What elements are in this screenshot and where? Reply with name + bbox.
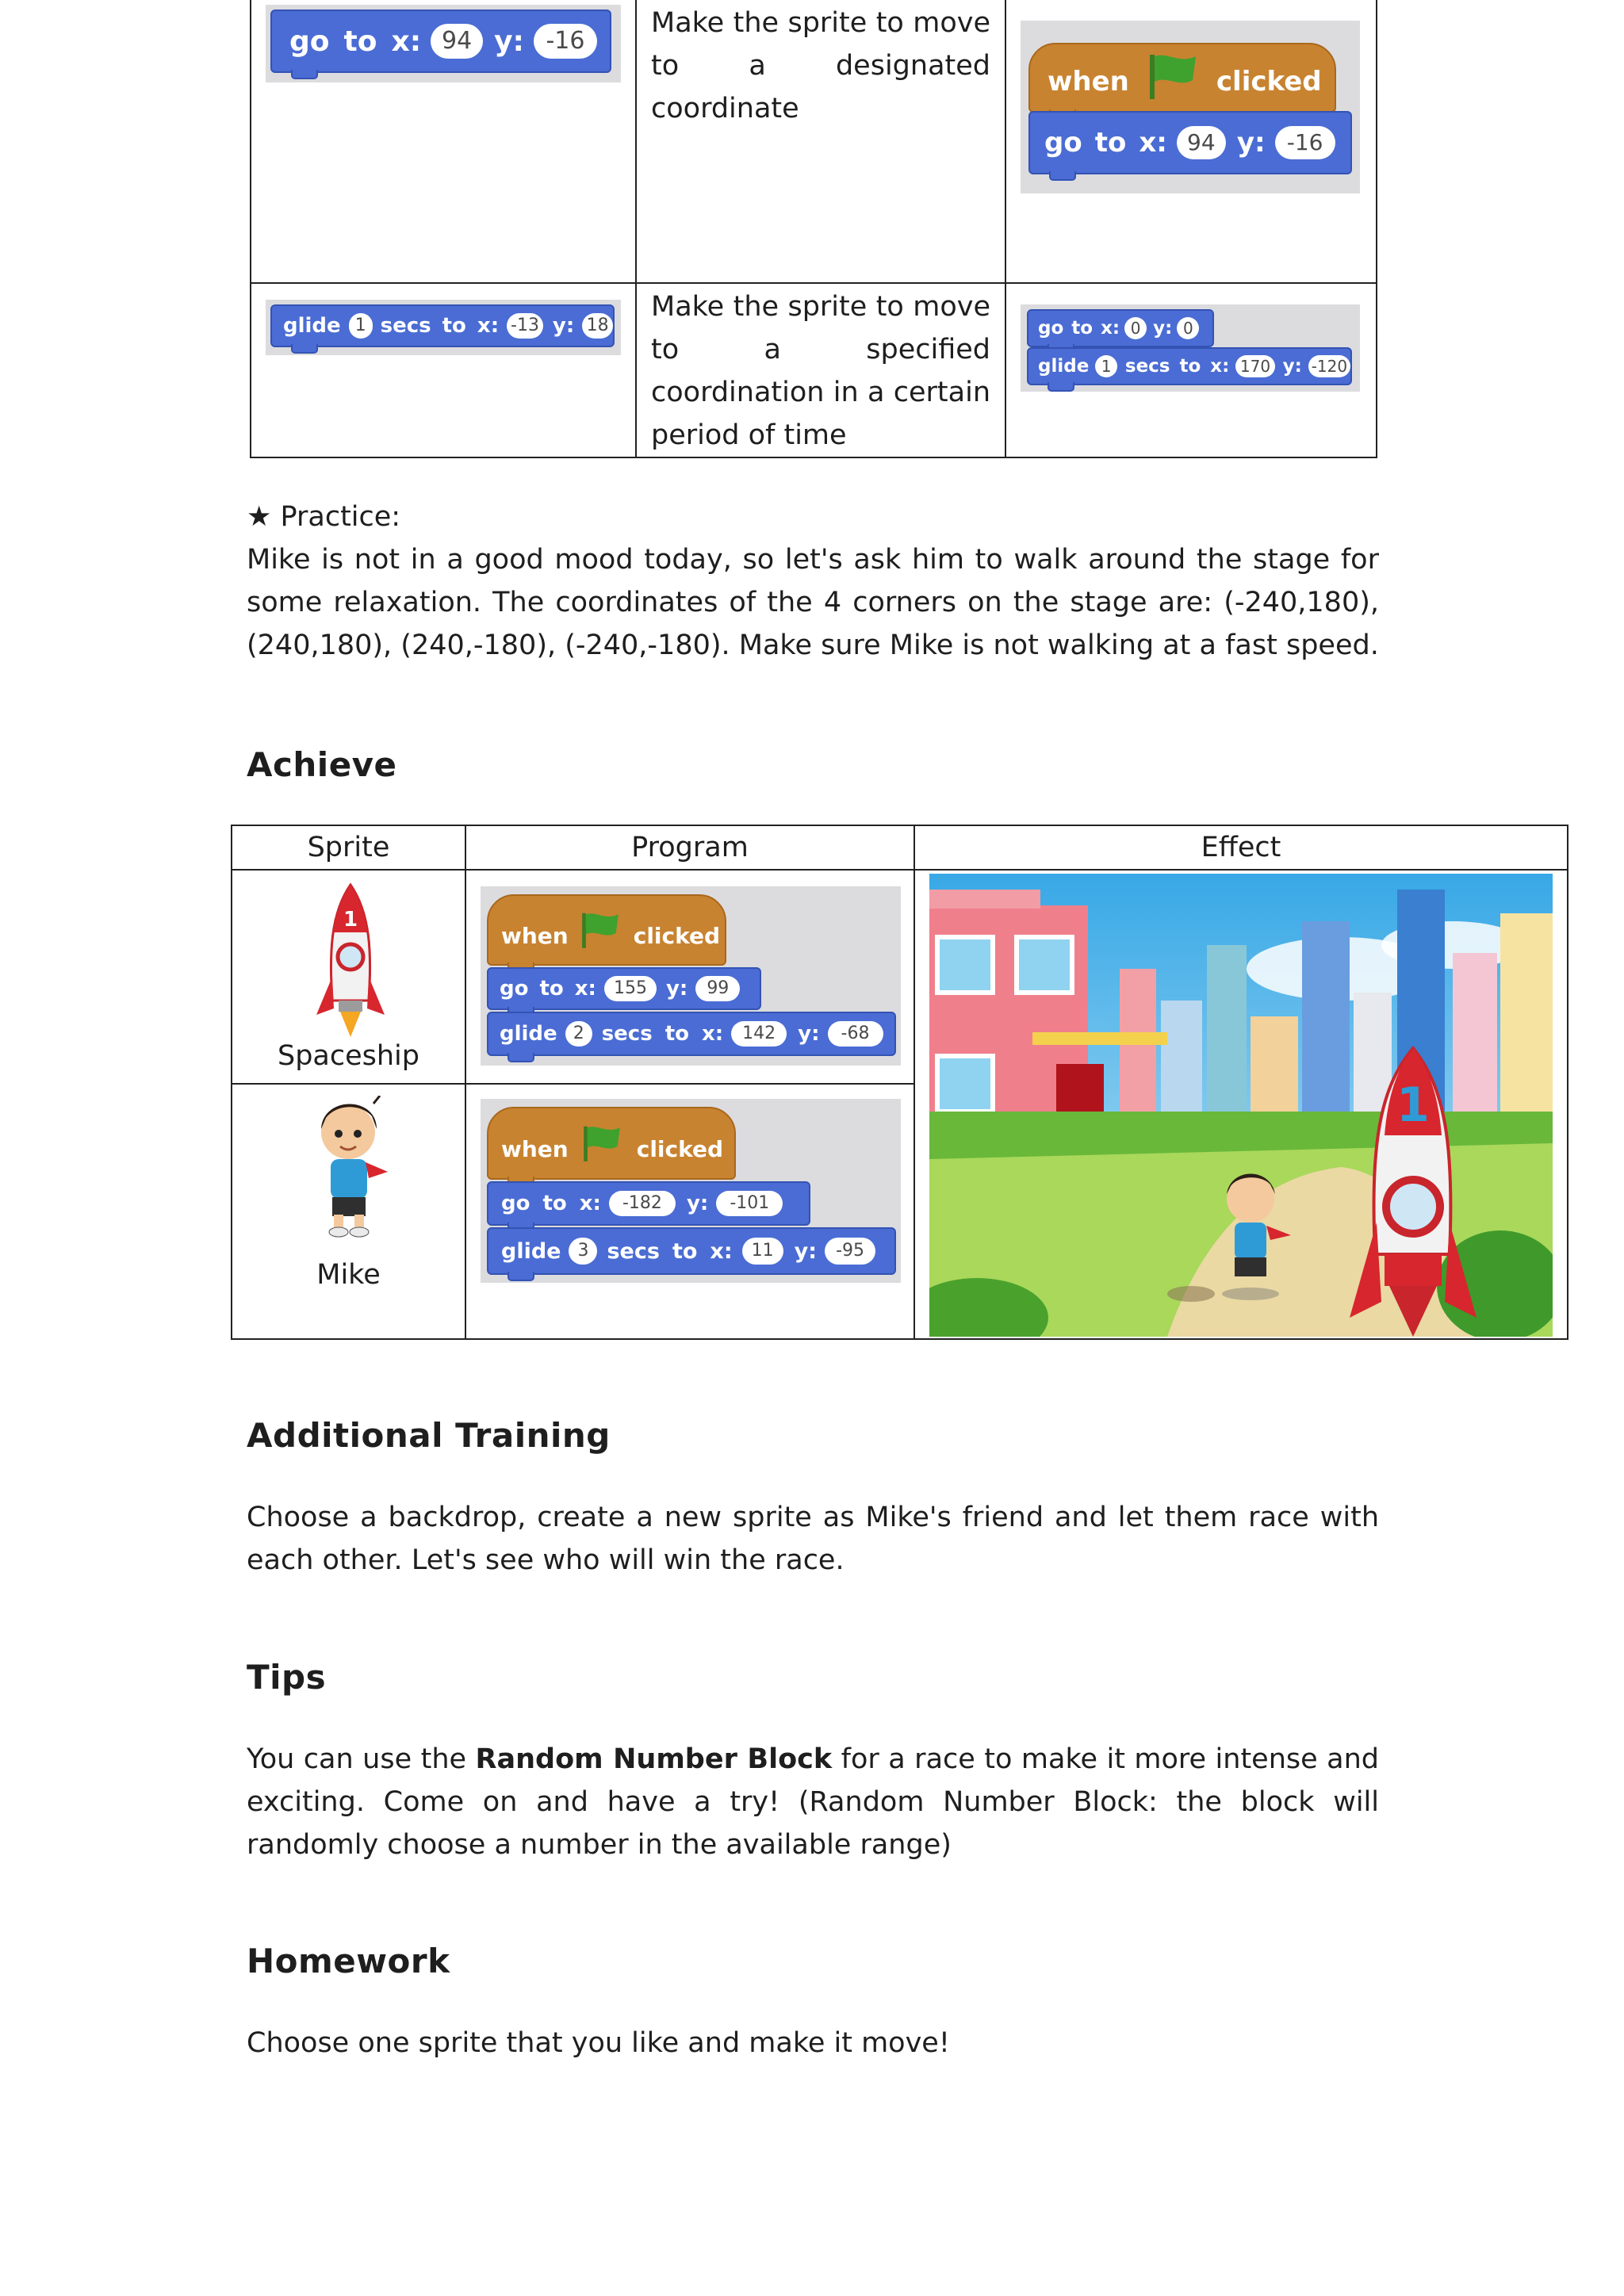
x-value-input: 155 <box>604 976 657 1001</box>
goto-block <box>487 1181 810 1226</box>
y-value-input: 99 <box>695 976 740 1001</box>
secs-value-input: 3 <box>569 1238 597 1265</box>
block-word: clicked <box>633 922 721 949</box>
y-value-input: -95 <box>825 1238 875 1265</box>
x-value-input: 94 <box>431 24 483 59</box>
table-row <box>232 870 1568 1084</box>
y-value-input: -16 <box>1275 126 1335 159</box>
block-word: to <box>1179 356 1201 377</box>
block-word: y: <box>686 1192 709 1215</box>
block-word: glide <box>500 1022 557 1046</box>
additional-training-text: Choose a backdrop, create a new sprite as Mike's friend and let them race with each other. Let's see who will win the race. <box>247 1502 1379 1576</box>
block-word: x: <box>574 977 596 1001</box>
block-word: x: <box>710 1238 733 1264</box>
description-cell <box>636 283 1005 457</box>
x-value-input: 170 <box>1235 355 1274 377</box>
table-header-row <box>232 825 1568 870</box>
x-value-input: -182 <box>609 1191 676 1216</box>
x-value-input: 94 <box>1177 126 1226 159</box>
when-flag-clicked-block <box>1028 43 1336 113</box>
block-word: y: <box>665 977 688 1001</box>
block-word: to <box>672 1238 698 1264</box>
goto-block <box>487 967 761 1010</box>
tips-text-part: for a race to make it more intense and exciting. Come on and have a try! (Random Number Block: the block will randomly choose a number in the available range) <box>247 1743 1379 1861</box>
block-word: to <box>539 977 564 1001</box>
practice-text: Mike is not in a good mood today, so let's ask him to walk around the stage for some relaxation. The coordinates of the 4 corners on the stage are: (-240,180), (240,180), (240,-180), (-240,-180). Make sure Mike is not walking at a fast speed. <box>247 544 1379 661</box>
description-cell <box>636 0 1005 283</box>
example-script-image <box>1021 21 1360 193</box>
example-cell <box>1005 283 1377 457</box>
header-sprite: Sprite <box>232 825 465 870</box>
effect-cell <box>914 870 1568 1339</box>
tips-heading: Tips <box>247 1658 327 1697</box>
table-row <box>251 283 1377 457</box>
secs-value-input: 2 <box>565 1021 592 1047</box>
block-word: clicked <box>1216 66 1322 98</box>
block-word: glide <box>1038 356 1090 377</box>
goto-block-image <box>266 5 621 82</box>
block-word: to <box>1094 127 1127 159</box>
achieve-table <box>231 825 1568 1340</box>
tips-text <box>247 1738 1379 1866</box>
y-value-input: -101 <box>716 1191 783 1216</box>
block-word: x: <box>477 314 500 338</box>
mike-sprite-image <box>310 1096 389 1242</box>
glide-block <box>487 1012 896 1056</box>
when-flag-clicked-block <box>487 894 726 966</box>
goto-block <box>270 10 611 73</box>
block-word: secs <box>1124 356 1170 377</box>
block-word: secs <box>601 1022 653 1046</box>
block-word: y: <box>794 1238 818 1264</box>
description-text: Make the sprite to move to a designated coordinate <box>651 7 990 124</box>
block-word: clicked <box>636 1135 724 1162</box>
block-word: go <box>289 25 330 58</box>
header-effect: Effect <box>914 825 1568 870</box>
sprite-cell-mike <box>232 1084 465 1339</box>
rocket-digit: 1 <box>1396 1077 1430 1133</box>
block-word: to <box>542 1192 567 1215</box>
block-word: when <box>501 922 569 949</box>
block-word: to <box>665 1022 689 1046</box>
x-value-input: 11 <box>742 1238 783 1265</box>
x-value-input: 142 <box>731 1021 787 1047</box>
program-cell-mike <box>465 1084 914 1339</box>
glide-block <box>487 1227 896 1275</box>
green-flag-icon <box>581 1123 622 1169</box>
block-word: y: <box>1236 127 1266 159</box>
table-row <box>251 0 1377 283</box>
blocks-table <box>250 0 1377 458</box>
description-text: Make the sprite to move to a specified coordination in a certain period of time <box>651 291 990 451</box>
stage-effect-image <box>929 874 1553 1337</box>
block-word: go <box>1044 127 1082 159</box>
x-value-input: -13 <box>507 313 543 339</box>
y-value-input: -120 <box>1308 355 1350 377</box>
glide-block-image <box>266 300 621 355</box>
y-value-input: -68 <box>828 1021 883 1047</box>
sprite-name-mike: Mike <box>316 1259 381 1291</box>
program-cell-spaceship <box>465 870 914 1084</box>
rocket-digit: 1 <box>343 908 358 932</box>
achieve-heading: Achieve <box>247 745 397 784</box>
block-word: when <box>1048 66 1129 98</box>
practice-label: ★ Practice: <box>247 501 401 533</box>
homework-heading: Homework <box>247 1942 450 1980</box>
block-word: y: <box>1282 356 1302 377</box>
block-word: x: <box>701 1022 724 1046</box>
secs-value-input: 1 <box>349 313 373 339</box>
glide-block <box>1027 347 1352 385</box>
block-word: y: <box>552 314 575 338</box>
sprite-name-spaceship: Spaceship <box>277 1040 420 1072</box>
rocket-sprite-image <box>315 882 386 1043</box>
example-script-image <box>1021 304 1360 392</box>
green-flag-icon <box>1147 52 1199 108</box>
when-flag-clicked-block <box>487 1107 736 1180</box>
block-word: y: <box>798 1022 820 1046</box>
block-word: when <box>501 1135 569 1162</box>
block-word: x: <box>1210 356 1230 377</box>
block-word: secs <box>607 1238 660 1264</box>
example-cell <box>1005 0 1377 283</box>
spaceship-script-image <box>481 886 901 1066</box>
block-word: x: <box>1101 318 1120 339</box>
block-word: glide <box>501 1238 561 1264</box>
block-word: go <box>500 977 529 1001</box>
block-word: to <box>442 314 466 338</box>
header-program: Program <box>465 825 914 870</box>
tips-bold-term: Random Number Block <box>475 1743 833 1775</box>
sprite-cell-spaceship <box>232 870 465 1084</box>
x-value-input: 0 <box>1124 317 1147 339</box>
block-word: x: <box>391 25 422 58</box>
tips-text-part: You can use the <box>247 1743 476 1775</box>
practice-section <box>247 496 1379 667</box>
block-word: to <box>1071 318 1094 339</box>
block-word: go <box>501 1192 530 1215</box>
block-word: y: <box>1153 318 1173 339</box>
green-flag-icon <box>580 910 621 955</box>
block-word: to <box>343 25 377 58</box>
block-word: secs <box>380 314 431 338</box>
block-word: y: <box>494 25 524 58</box>
y-value-input: -16 <box>534 24 597 59</box>
block-word: go <box>1038 318 1064 339</box>
y-value-input: 18 <box>582 313 613 339</box>
goto-block <box>1028 111 1352 174</box>
mike-script-image <box>481 1099 901 1283</box>
glide-block <box>270 304 615 347</box>
y-value-input: 0 <box>1177 317 1199 339</box>
block-cell <box>251 283 636 457</box>
secs-value-input: 1 <box>1095 355 1117 377</box>
block-word: x: <box>579 1192 601 1215</box>
block-cell <box>251 0 636 283</box>
additional-training-heading: Additional Training <box>247 1416 611 1455</box>
goto-block <box>1027 309 1214 347</box>
block-word: x: <box>1139 127 1167 159</box>
homework-text: Choose one sprite that you like and make it move! <box>247 2027 950 2059</box>
block-word: glide <box>283 314 341 338</box>
